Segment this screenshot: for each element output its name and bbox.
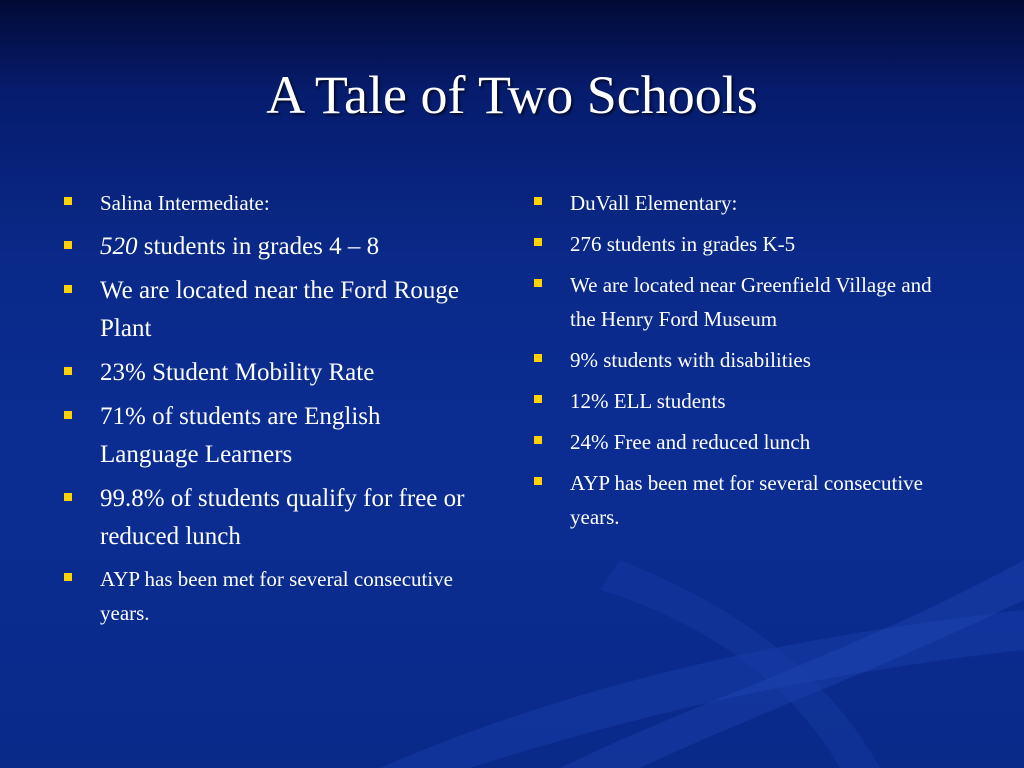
item-text: We are located near Greenfield Village and the Henry Ford Museum bbox=[570, 273, 932, 331]
list-item bbox=[62, 228, 472, 266]
student-count: 520 bbox=[100, 233, 138, 260]
item-text: We are located near the Ford Rouge Plant bbox=[100, 277, 459, 342]
list-item bbox=[532, 186, 932, 220]
square-bullet-icon bbox=[534, 238, 542, 246]
square-bullet-icon bbox=[64, 197, 72, 205]
item-text: 276 students in grades K-5 bbox=[570, 232, 796, 256]
item-text: 12% ELL students bbox=[570, 389, 726, 413]
list-item bbox=[532, 227, 932, 261]
salina-list bbox=[62, 186, 472, 638]
item-text: 9% students with disabilities bbox=[570, 348, 811, 372]
square-bullet-icon bbox=[64, 367, 72, 375]
list-item bbox=[532, 384, 932, 418]
list-item bbox=[62, 186, 472, 220]
item-text: 24% Free and reduced lunch bbox=[570, 430, 811, 454]
duvall-list bbox=[532, 186, 932, 541]
square-bullet-icon bbox=[64, 285, 72, 293]
square-bullet-icon bbox=[64, 241, 72, 249]
item-text: AYP has been met for several consecutive years. bbox=[100, 567, 454, 625]
list-item bbox=[532, 425, 932, 459]
list-item bbox=[62, 562, 472, 630]
item-text: AYP has been met for several consecutive years. bbox=[570, 471, 924, 529]
list-item bbox=[532, 466, 932, 534]
list-item bbox=[532, 343, 932, 377]
square-bullet-icon bbox=[64, 493, 72, 501]
list-item bbox=[62, 398, 472, 474]
square-bullet-icon bbox=[534, 197, 542, 205]
square-bullet-icon bbox=[534, 279, 542, 287]
square-bullet-icon bbox=[534, 354, 542, 362]
item-text: DuVall Elementary: bbox=[570, 191, 738, 215]
list-item bbox=[62, 272, 472, 348]
slide-title: A Tale of Two Schools bbox=[266, 65, 758, 125]
square-bullet-icon bbox=[534, 477, 542, 485]
item-text: 99.8% of students qualify for free or reduced lunch bbox=[100, 485, 465, 550]
square-bullet-icon bbox=[534, 395, 542, 403]
item-text: 71% of students are English Language Learners bbox=[100, 403, 381, 468]
list-item bbox=[62, 480, 472, 556]
list-item bbox=[62, 354, 472, 392]
list-item bbox=[532, 268, 932, 336]
item-text: 23% Student Mobility Rate bbox=[100, 359, 375, 386]
square-bullet-icon bbox=[64, 411, 72, 419]
item-text: students in grades 4 – 8 bbox=[137, 233, 380, 260]
square-bullet-icon bbox=[64, 573, 72, 581]
square-bullet-icon bbox=[534, 436, 542, 444]
item-text: Salina Intermediate: bbox=[100, 191, 270, 215]
